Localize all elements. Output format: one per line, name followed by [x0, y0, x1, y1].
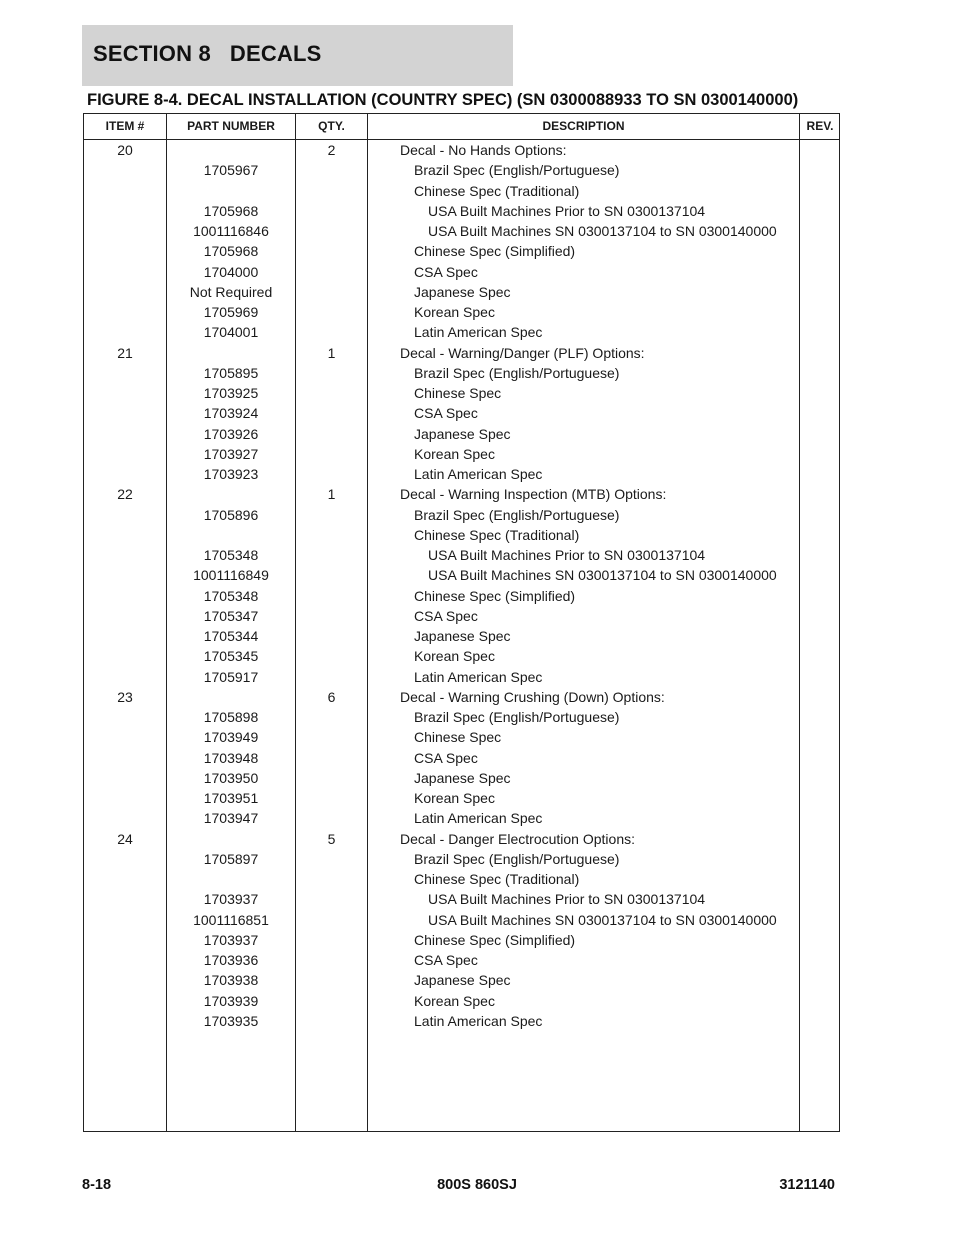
description-cell: CSA Spec	[414, 607, 478, 624]
table-row	[84, 972, 839, 992]
description-cell: Chinese Spec (Simplified)	[414, 243, 576, 260]
quantity-cell: 2	[327, 142, 336, 158]
table-row	[84, 486, 839, 506]
description-cell: Latin American Spec	[414, 466, 543, 482]
part-number-cell: 1001116851	[193, 911, 269, 928]
quantity-cell: 1	[327, 344, 336, 361]
table-row	[84, 790, 839, 810]
table-row	[84, 405, 839, 425]
description-cell: Brazil Spec (English/Portuguese)	[414, 162, 620, 179]
table-row	[84, 891, 839, 911]
part-number-cell: 1704001	[203, 324, 259, 341]
description-cell: Brazil Spec (English/Portuguese)	[414, 364, 620, 381]
description-cell: Chinese Spec (Simplified)	[414, 931, 576, 948]
description-cell: Brazil Spec (English/Portuguese)	[414, 709, 620, 725]
table-row	[84, 608, 839, 628]
part-number-cell: 1704000	[203, 263, 259, 280]
part-number-cell: 1705345	[203, 648, 259, 665]
part-number-cell: 1703925	[203, 385, 259, 401]
part-number-cell: 1705968	[203, 243, 259, 260]
table-row	[84, 952, 839, 972]
table-row	[84, 750, 839, 770]
part-number-cell: 1705967	[203, 162, 259, 179]
table-row	[84, 547, 839, 567]
part-number-cell: 1703937	[203, 891, 259, 908]
part-number-cell: 1001116846	[193, 223, 269, 239]
table-row	[84, 567, 839, 587]
description-cell: Korean Spec	[414, 648, 495, 665]
table-row	[84, 689, 839, 709]
part-number-cell: 1703935	[203, 1012, 259, 1029]
table-row	[84, 932, 839, 952]
description-cell: Latin American Spec	[414, 1012, 543, 1029]
document-number: 3121140	[779, 1177, 835, 1193]
table-row	[84, 446, 839, 466]
description-cell: Chinese Spec (Traditional)	[414, 182, 580, 199]
part-number-cell: 1705347	[203, 607, 259, 624]
table-row	[84, 264, 839, 284]
item-number-cell: 24	[117, 830, 133, 847]
column-header-part-number: PART NUMBER	[187, 119, 275, 133]
part-number-cell: 1703951	[203, 790, 259, 806]
section-title: SECTION 8 DECALS	[93, 41, 322, 66]
part-number-cell: 1705968	[203, 202, 259, 219]
description-cell: Japanese Spec	[414, 425, 511, 442]
page-number: 8-18	[82, 1177, 112, 1193]
table-row	[84, 142, 839, 162]
part-number-cell: 1705898	[203, 709, 259, 725]
part-number-cell: 1703947	[203, 810, 259, 827]
part-number-cell: 1705897	[203, 850, 259, 867]
part-number-cell: 1703924	[203, 405, 259, 422]
part-number-cell: 1703926	[203, 425, 259, 442]
description-cell: USA Built Machines SN 0300137104 to SN 0300140000	[428, 567, 777, 584]
description-cell: Brazil Spec (English/Portuguese)	[414, 850, 620, 867]
part-number-cell: 1001116849	[193, 567, 269, 584]
part-number-cell: 1703938	[203, 972, 259, 989]
description-cell: Decal - Warning Inspection (MTB) Options:	[400, 486, 667, 503]
description-cell: Latin American Spec	[414, 324, 543, 341]
quantity-cell: 1	[327, 486, 336, 503]
table-row	[84, 243, 839, 263]
description-cell: Japanese Spec	[414, 769, 511, 786]
description-cell: Chinese Spec	[414, 729, 502, 746]
table-row	[84, 223, 839, 243]
table-header-row	[84, 114, 839, 140]
part-number-cell: 1705895	[203, 364, 259, 381]
description-cell: USA Built Machines Prior to SN 0300137104	[428, 202, 706, 219]
part-number-cell: 1703923	[203, 466, 259, 482]
table-row	[84, 1013, 839, 1033]
column-header-rev: REV.	[806, 119, 834, 133]
part-number-cell: 1703948	[203, 749, 259, 766]
part-number-cell: 1703950	[203, 769, 259, 786]
table-row	[84, 365, 839, 385]
description-cell: USA Built Machines SN 0300137104 to SN 0300140000	[428, 911, 777, 928]
table-row	[84, 912, 839, 932]
parts-table	[83, 113, 840, 1132]
description-cell: Latin American Spec	[414, 810, 543, 827]
table-row	[84, 345, 839, 365]
table-row	[84, 507, 839, 527]
part-number-cell: 1705344	[203, 628, 259, 644]
part-number-cell: 1703949	[203, 729, 259, 746]
table-row	[84, 993, 839, 1013]
table-row	[84, 183, 839, 203]
column-header-description: DESCRIPTION	[542, 119, 625, 133]
table-row	[84, 648, 839, 668]
description-cell: Decal - Warning/Danger (PLF) Options:	[400, 344, 645, 361]
description-cell: Korean Spec	[414, 790, 495, 806]
table-row	[84, 588, 839, 608]
description-cell: Decal - No Hands Options:	[400, 142, 567, 158]
table-row	[84, 831, 839, 851]
description-cell: Decal - Danger Electrocution Options:	[400, 830, 635, 847]
table-row	[84, 669, 839, 689]
part-number-cell: 1705917	[203, 668, 259, 685]
part-number-cell: 1703939	[203, 992, 259, 1009]
item-number-cell: 20	[117, 142, 133, 158]
description-cell: CSA Spec	[414, 749, 478, 766]
part-number-cell: 1705348	[203, 547, 259, 563]
table-row	[84, 527, 839, 547]
description-cell: Decal - Warning Crushing (Down) Options:	[400, 688, 665, 705]
description-cell: CSA Spec	[414, 405, 478, 422]
description-cell: Brazil Spec (English/Portuguese)	[414, 506, 620, 523]
table-row	[84, 203, 839, 223]
item-number-cell: 23	[117, 688, 133, 705]
column-header-item: ITEM #	[105, 119, 145, 133]
figure-title: FIGURE 8-4. DECAL INSTALLATION (COUNTRY SPEC) (SN 0300088933 TO SN 0300140000)	[87, 91, 799, 109]
part-number-cell: 1703937	[203, 931, 259, 948]
quantity-cell: 5	[327, 830, 336, 847]
table-row	[84, 709, 839, 729]
part-number-cell: Not Required	[189, 283, 273, 300]
description-cell: USA Built Machines SN 0300137104 to SN 0300140000	[428, 223, 777, 239]
part-number-cell: 1705896	[203, 506, 259, 523]
table-row	[84, 770, 839, 790]
quantity-cell: 6	[327, 688, 336, 705]
item-number-cell: 21	[117, 344, 133, 361]
table-row	[84, 284, 839, 304]
description-cell: Chinese Spec (Traditional)	[414, 871, 580, 887]
table-row	[84, 729, 839, 749]
table-row	[84, 304, 839, 324]
table-row	[84, 385, 839, 405]
table-row	[84, 324, 839, 344]
description-cell: Latin American Spec	[414, 668, 543, 685]
part-number-cell: 1703936	[203, 952, 259, 968]
description-cell: USA Built Machines Prior to SN 0300137104	[428, 547, 706, 563]
description-cell: Japanese Spec	[414, 628, 511, 644]
table-body	[84, 142, 839, 1033]
table-row	[84, 426, 839, 446]
part-number-cell: 1703927	[203, 445, 259, 462]
description-cell: Korean Spec	[414, 304, 495, 320]
table-row	[84, 466, 839, 486]
description-cell: Chinese Spec (Traditional)	[414, 526, 580, 543]
description-cell: CSA Spec	[414, 952, 478, 968]
model-name: 800S 860SJ	[437, 1177, 517, 1193]
description-cell: CSA Spec	[414, 263, 478, 280]
column-header-qty: QTY.	[318, 119, 345, 133]
description-cell: Chinese Spec (Simplified)	[414, 587, 576, 604]
part-number-cell: 1705348	[203, 587, 259, 604]
description-cell: Japanese Spec	[414, 972, 511, 989]
table-row	[84, 851, 839, 871]
section-header-bar	[82, 25, 513, 86]
part-number-cell: 1705969	[203, 304, 259, 320]
description-cell: Chinese Spec	[414, 385, 502, 401]
table-row	[84, 628, 839, 648]
description-cell: Japanese Spec	[414, 283, 511, 300]
description-cell: Korean Spec	[414, 445, 495, 462]
description-cell: Korean Spec	[414, 992, 495, 1009]
table-row	[84, 162, 839, 182]
table-row	[84, 871, 839, 891]
description-cell: USA Built Machines Prior to SN 0300137104	[428, 891, 706, 908]
item-number-cell: 22	[117, 486, 133, 503]
table-row	[84, 810, 839, 830]
